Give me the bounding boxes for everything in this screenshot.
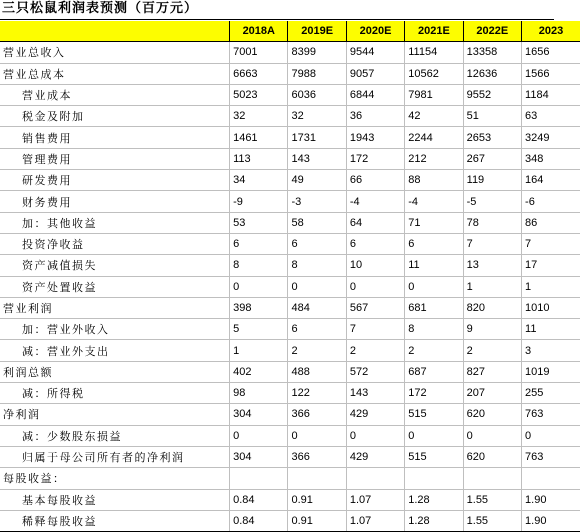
value-cell: 5023 <box>230 84 288 105</box>
value-cell <box>288 468 346 489</box>
value-cell: 1 <box>522 276 580 297</box>
header-blank-cell <box>0 21 230 42</box>
value-cell: 3 <box>522 340 580 361</box>
row-label: 加：营业外收入 <box>0 319 230 340</box>
row-label: 基本每股收益 <box>0 489 230 510</box>
value-cell: 304 <box>230 404 288 425</box>
value-cell: 0 <box>346 276 404 297</box>
table-row <box>0 170 580 191</box>
value-cell: 402 <box>230 361 288 382</box>
value-cell: 1184 <box>522 84 580 105</box>
row-label: 投资净收益 <box>0 233 230 254</box>
value-cell: 63 <box>522 106 580 127</box>
value-cell: 6036 <box>288 84 346 105</box>
value-cell: 1.07 <box>346 489 404 510</box>
row-label: 减：所得税 <box>0 383 230 404</box>
row-label: 利润总额 <box>0 361 230 382</box>
value-cell: 6844 <box>346 84 404 105</box>
row-label: 加：其他收益 <box>0 212 230 233</box>
value-cell: 515 <box>405 404 463 425</box>
value-cell: 119 <box>463 170 521 191</box>
value-cell: 36 <box>346 106 404 127</box>
value-cell: 484 <box>288 297 346 318</box>
value-cell: 1.55 <box>463 510 521 531</box>
value-cell: 207 <box>463 383 521 404</box>
value-cell: 10562 <box>405 63 463 84</box>
table-row <box>0 84 580 105</box>
row-label: 资产减值损失 <box>0 255 230 276</box>
value-cell: 32 <box>230 106 288 127</box>
row-label: 归属于母公司所有者的净利润 <box>0 446 230 467</box>
value-cell: -9 <box>230 191 288 212</box>
table-row <box>0 191 580 212</box>
value-cell: 11154 <box>405 42 463 63</box>
value-cell: 2244 <box>405 127 463 148</box>
table-row <box>0 255 580 276</box>
value-cell: 515 <box>405 446 463 467</box>
value-cell: 53 <box>230 212 288 233</box>
value-cell: 304 <box>230 446 288 467</box>
value-cell: -3 <box>288 191 346 212</box>
value-cell: 0.91 <box>288 510 346 531</box>
value-cell: 32 <box>288 106 346 127</box>
value-cell: 11 <box>522 319 580 340</box>
value-cell: 9 <box>463 319 521 340</box>
value-cell: 8399 <box>288 42 346 63</box>
value-cell: 0 <box>230 276 288 297</box>
value-cell: 8 <box>405 319 463 340</box>
value-cell <box>463 468 521 489</box>
value-cell: 2 <box>288 340 346 361</box>
value-cell: 9057 <box>346 63 404 84</box>
value-cell: -4 <box>405 191 463 212</box>
table-row <box>0 319 580 340</box>
row-label: 减：少数股东损益 <box>0 425 230 446</box>
value-cell: 1.07 <box>346 510 404 531</box>
income-statement-forecast-table <box>0 21 580 532</box>
value-cell: -6 <box>522 191 580 212</box>
table-row <box>0 212 580 233</box>
value-cell: 164 <box>522 170 580 191</box>
value-cell: 8 <box>288 255 346 276</box>
value-cell: 34 <box>230 170 288 191</box>
value-cell: 6 <box>288 233 346 254</box>
value-cell: 0.91 <box>288 489 346 510</box>
column-header: 2019E <box>288 21 346 42</box>
table-title: 三只松鼠利润表预测（百万元） <box>2 1 199 16</box>
value-cell: 0 <box>230 425 288 446</box>
table-row <box>0 106 580 127</box>
value-cell: 1566 <box>522 63 580 84</box>
value-cell: 1943 <box>346 127 404 148</box>
table-row <box>0 446 580 467</box>
value-cell: 827 <box>463 361 521 382</box>
value-cell: 763 <box>522 404 580 425</box>
value-cell: 12636 <box>463 63 521 84</box>
value-cell: 13358 <box>463 42 521 63</box>
value-cell: 1.28 <box>405 489 463 510</box>
value-cell: 0 <box>405 425 463 446</box>
value-cell: 366 <box>288 404 346 425</box>
table-row <box>0 468 580 489</box>
value-cell <box>346 468 404 489</box>
value-cell: 9544 <box>346 42 404 63</box>
value-cell: 0 <box>288 276 346 297</box>
value-cell: 567 <box>346 297 404 318</box>
row-label: 销售费用 <box>0 127 230 148</box>
value-cell: 5 <box>230 319 288 340</box>
row-label: 税金及附加 <box>0 106 230 127</box>
value-cell: 1.90 <box>522 510 580 531</box>
column-header: 2018A <box>230 21 288 42</box>
table-row <box>0 425 580 446</box>
value-cell: 2 <box>463 340 521 361</box>
table-row <box>0 127 580 148</box>
value-cell: 1461 <box>230 127 288 148</box>
value-cell: 7 <box>522 233 580 254</box>
row-label: 营业成本 <box>0 84 230 105</box>
value-cell: 2 <box>405 340 463 361</box>
value-cell: 143 <box>346 383 404 404</box>
row-label: 营业利润 <box>0 297 230 318</box>
value-cell: 7 <box>463 233 521 254</box>
row-label: 稀释每股收益 <box>0 510 230 531</box>
table-row <box>0 404 580 425</box>
value-cell: 71 <box>405 212 463 233</box>
row-label: 每股收益： <box>0 468 230 489</box>
table-row <box>0 276 580 297</box>
value-cell: 620 <box>463 404 521 425</box>
value-cell: 143 <box>288 148 346 169</box>
value-cell: 1.90 <box>522 489 580 510</box>
column-header: 2020E <box>346 21 404 42</box>
value-cell: 687 <box>405 361 463 382</box>
value-cell: 0 <box>346 425 404 446</box>
header-row <box>0 21 580 42</box>
value-cell <box>230 468 288 489</box>
value-cell: 9552 <box>463 84 521 105</box>
value-cell: 1010 <box>522 297 580 318</box>
row-label: 管理费用 <box>0 148 230 169</box>
value-cell: 11 <box>405 255 463 276</box>
value-cell: 1.55 <box>463 489 521 510</box>
value-cell: 7001 <box>230 42 288 63</box>
row-label: 财务费用 <box>0 191 230 212</box>
column-header: 2021E <box>405 21 463 42</box>
value-cell: 2 <box>346 340 404 361</box>
value-cell: 6 <box>405 233 463 254</box>
value-cell: 172 <box>346 148 404 169</box>
value-cell: 267 <box>463 148 521 169</box>
value-cell: 7 <box>346 319 404 340</box>
table-row <box>0 148 580 169</box>
value-cell: 820 <box>463 297 521 318</box>
table-row <box>0 63 580 84</box>
value-cell: 1731 <box>288 127 346 148</box>
value-cell: 64 <box>346 212 404 233</box>
value-cell: 681 <box>405 297 463 318</box>
value-cell: -4 <box>346 191 404 212</box>
value-cell: 348 <box>522 148 580 169</box>
table-row <box>0 233 580 254</box>
column-header: 2022E <box>463 21 521 42</box>
value-cell: 398 <box>230 297 288 318</box>
value-cell: 113 <box>230 148 288 169</box>
value-cell: 10 <box>346 255 404 276</box>
value-cell: 488 <box>288 361 346 382</box>
table-row <box>0 383 580 404</box>
value-cell: 86 <box>522 212 580 233</box>
value-cell <box>405 468 463 489</box>
value-cell: 1 <box>463 276 521 297</box>
value-cell: 88 <box>405 170 463 191</box>
value-cell: 0.84 <box>230 510 288 531</box>
value-cell: 6663 <box>230 63 288 84</box>
row-label: 净利润 <box>0 404 230 425</box>
column-header: 2023 <box>522 21 580 42</box>
value-cell: 7988 <box>288 63 346 84</box>
row-label: 资产处置收益 <box>0 276 230 297</box>
value-cell: 1656 <box>522 42 580 63</box>
value-cell: 6 <box>346 233 404 254</box>
value-cell <box>522 468 580 489</box>
value-cell: 42 <box>405 106 463 127</box>
value-cell: 1.28 <box>405 510 463 531</box>
value-cell: -5 <box>463 191 521 212</box>
value-cell: 8 <box>230 255 288 276</box>
value-cell: 66 <box>346 170 404 191</box>
value-cell: 572 <box>346 361 404 382</box>
value-cell: 0 <box>405 276 463 297</box>
value-cell: 51 <box>463 106 521 127</box>
value-cell: 2653 <box>463 127 521 148</box>
value-cell: 13 <box>463 255 521 276</box>
value-cell: 763 <box>522 446 580 467</box>
value-cell: 3249 <box>522 127 580 148</box>
value-cell: 0 <box>522 425 580 446</box>
value-cell: 366 <box>288 446 346 467</box>
value-cell: 429 <box>346 446 404 467</box>
table-row <box>0 297 580 318</box>
value-cell: 0.84 <box>230 489 288 510</box>
value-cell: 98 <box>230 383 288 404</box>
row-label: 营业总收入 <box>0 42 230 63</box>
value-cell: 1019 <box>522 361 580 382</box>
row-label: 研发费用 <box>0 170 230 191</box>
value-cell: 1 <box>230 340 288 361</box>
value-cell: 58 <box>288 212 346 233</box>
value-cell: 6 <box>288 319 346 340</box>
row-label: 营业总成本 <box>0 63 230 84</box>
table-row <box>0 340 580 361</box>
value-cell: 7981 <box>405 84 463 105</box>
table-row <box>0 42 580 63</box>
row-label: 减：营业外支出 <box>0 340 230 361</box>
value-cell: 620 <box>463 446 521 467</box>
value-cell: 0 <box>463 425 521 446</box>
value-cell: 255 <box>522 383 580 404</box>
table-row <box>0 489 580 510</box>
value-cell: 172 <box>405 383 463 404</box>
value-cell: 122 <box>288 383 346 404</box>
value-cell: 49 <box>288 170 346 191</box>
value-cell: 78 <box>463 212 521 233</box>
title-rule <box>0 19 554 20</box>
table-row <box>0 361 580 382</box>
value-cell: 17 <box>522 255 580 276</box>
table-row <box>0 510 580 531</box>
value-cell: 429 <box>346 404 404 425</box>
value-cell: 0 <box>288 425 346 446</box>
value-cell: 6 <box>230 233 288 254</box>
value-cell: 212 <box>405 148 463 169</box>
